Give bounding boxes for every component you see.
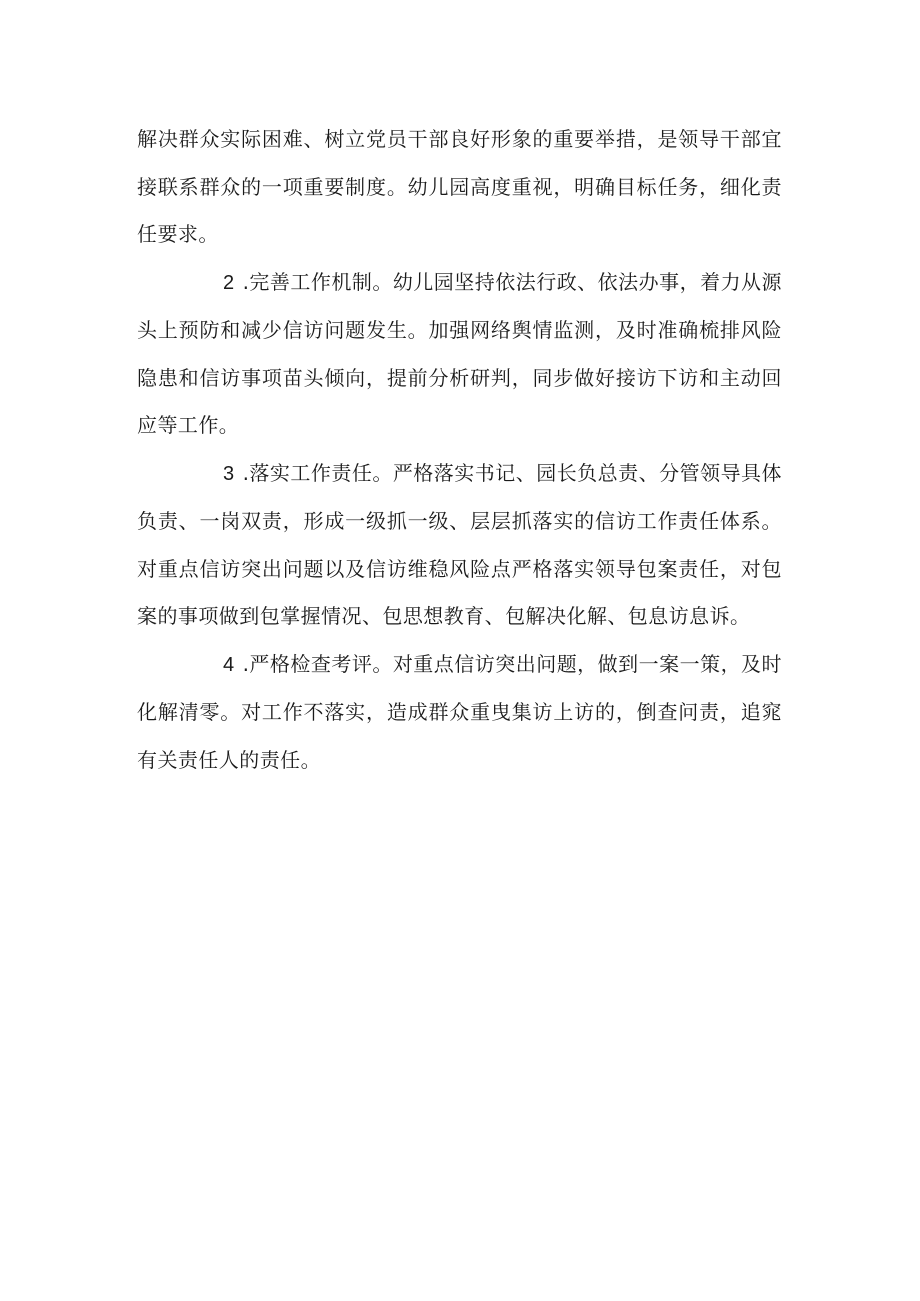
paragraph-text: 解决群众实际困难、树立党员干部良好形象的重要举措，是领导干部宜接联系群众的一项重要制度。幼儿园高度重视，明确目标任务，细化责任要求。 [137, 127, 782, 246]
paragraph-number: 3 [223, 462, 235, 485]
paragraph-item-4 [137, 641, 782, 785]
paragraph-number: 2 [223, 271, 235, 294]
paragraph-item-3 [137, 450, 782, 641]
paragraph-text: .完善工作机制。幼儿园坚持依法行政、依法办事，着力从源头上预防和减少信访问题发生。加强网络舆情监测，及时准确梳排风险隐患和信访事项苗头倾向，提前分析研判，同步做好接访下访和主动回应等工作。 [137, 269, 782, 437]
document-body [137, 116, 782, 784]
paragraph-continuation [137, 116, 782, 259]
paragraph-number: 4 [223, 653, 235, 676]
paragraph-item-2 [137, 259, 782, 450]
paragraph-text: .落实工作责任。严格落实书记、园长负总责、分管领导具体负责、一岗双责，形成一级抓一级、层层抓落实的信访工作责任体系。对重点信访突出问题以及信访维稳风险点严格落实领导包案责任，对包案的事项做到包掌握情况、包思想教育、包解决化解、包息访息诉。 [137, 460, 782, 628]
paragraph-text: .严格检查考评。对重点信访突出问题，做到一案一策，及时化解清零。对工作不落实，造成群众重曳集访上访的，倒查问责，追窕有关责任人的责任。 [137, 651, 782, 772]
